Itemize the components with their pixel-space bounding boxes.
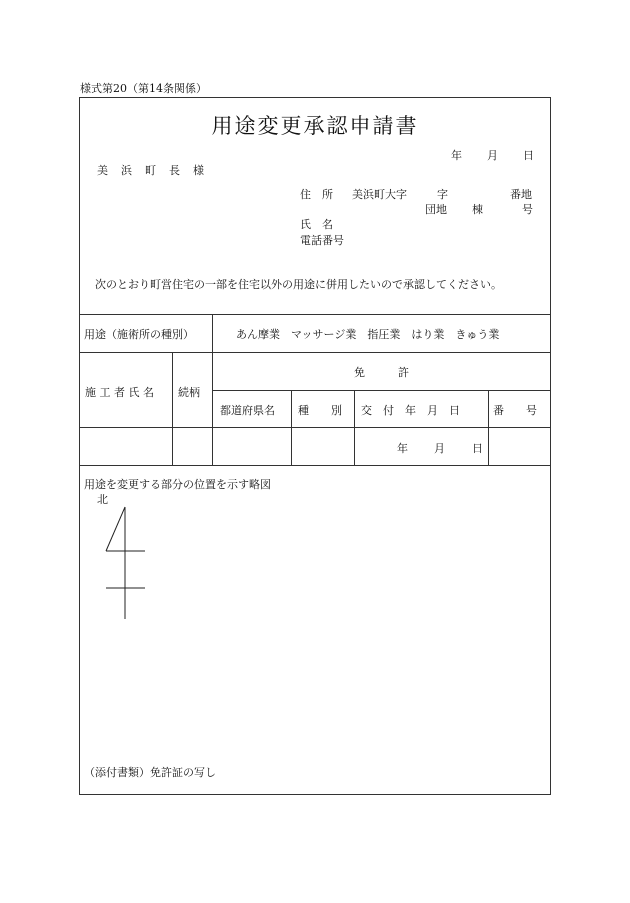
table-line — [172, 352, 173, 465]
aza-label: 字 — [437, 188, 448, 201]
danchi-label: 団地 — [425, 203, 447, 216]
issue-year: 年 — [397, 442, 408, 455]
tou-label: 棟 — [472, 203, 483, 216]
practitioner-name-header: 施 工 者 氏 名 — [85, 386, 154, 399]
table-line — [79, 427, 551, 428]
phone-label: 電話番号 — [300, 234, 344, 247]
issue-month: 月 — [434, 442, 445, 455]
number-header: 番 号 — [493, 404, 537, 417]
table-line — [79, 314, 551, 315]
form-number: 様式第20（第14条関係） — [80, 82, 207, 95]
gou-label: 号 — [522, 203, 533, 216]
form-title: 用途変更承認申請書 — [211, 114, 419, 138]
address-label: 住 所 — [300, 188, 333, 201]
request-statement: 次のとおり町営住宅の一部を住宅以外の用途に併用したいので承認してください。 — [95, 278, 502, 291]
name-label: 氏 名 — [300, 218, 333, 231]
relation-header: 続柄 — [178, 386, 200, 399]
issue-day: 日 — [472, 442, 483, 455]
table-line — [212, 390, 551, 391]
table-line — [354, 390, 355, 465]
type-header: 種 別 — [298, 404, 342, 417]
date-month: 月 — [487, 149, 498, 162]
license-header: 免 許 — [354, 366, 409, 379]
usage-label: 用途（施術所の種別） — [84, 328, 194, 341]
attachment-note: （添付書類）免許証の写し — [84, 766, 216, 779]
table-line — [488, 390, 489, 465]
addressee: 美 浜 町 長 様 — [97, 164, 205, 177]
date-year: 年 — [451, 149, 462, 162]
address-value: 美浜町大字 — [352, 188, 407, 201]
banchi-label: 番地 — [510, 188, 532, 201]
usage-options: あん摩業 マッサージ業 指圧業 はり業 きゅう業 — [236, 328, 500, 341]
table-line — [291, 390, 292, 465]
map-section-label: 用途を変更する部分の位置を示す略図 — [84, 478, 271, 491]
north-label: 北 — [97, 493, 108, 506]
table-line — [79, 352, 551, 353]
issue-date-header: 交 付 年 月 日 — [361, 404, 460, 417]
table-line — [79, 465, 551, 466]
table-line — [212, 314, 213, 465]
prefecture-header: 都道府県名 — [220, 404, 275, 417]
date-day: 日 — [523, 149, 534, 162]
north-arrow-icon — [100, 505, 150, 625]
